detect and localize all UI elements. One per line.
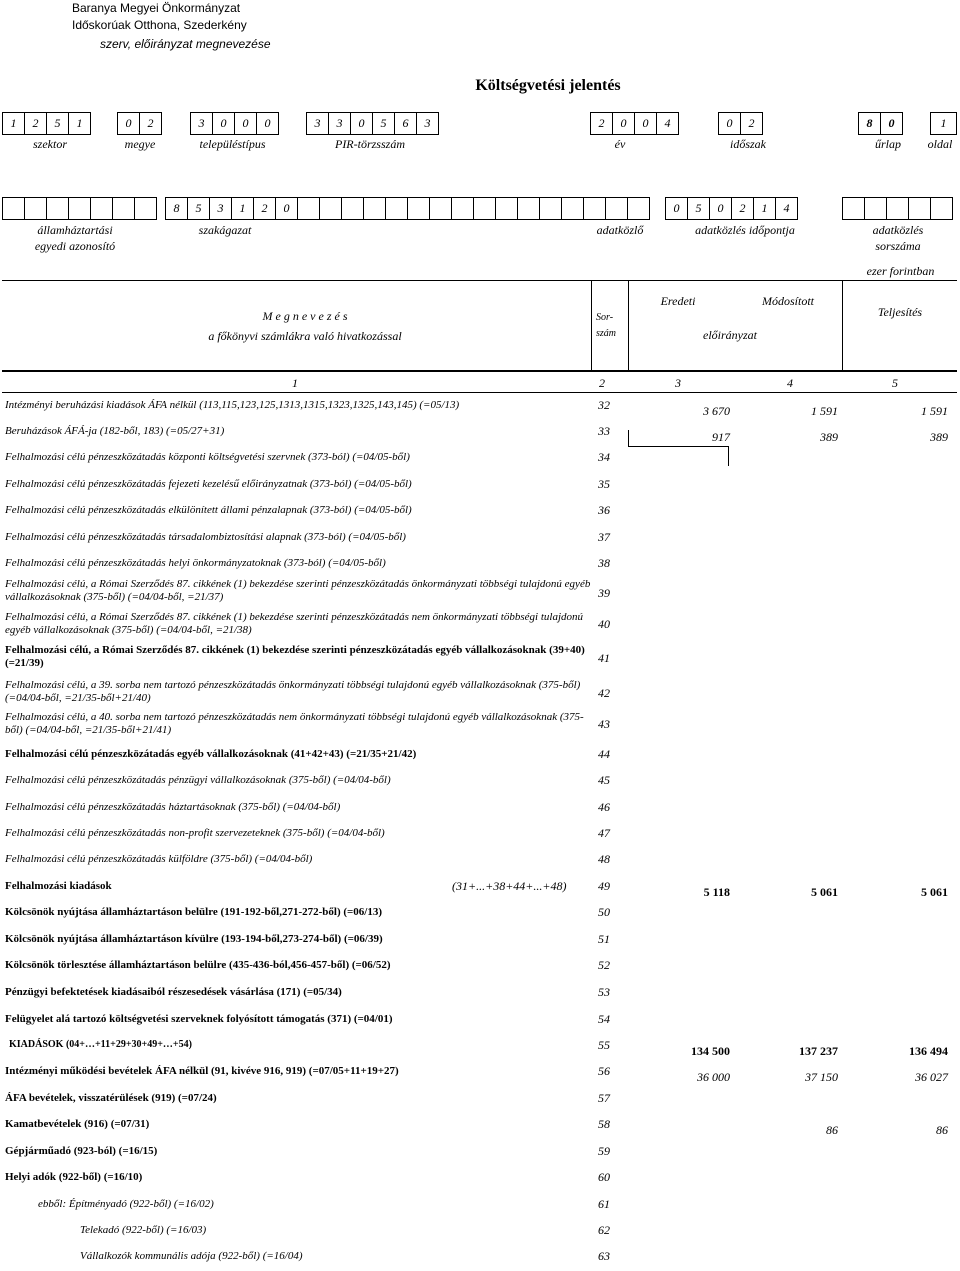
row-54-sor: 54 — [598, 1012, 610, 1026]
modositott-header: Módosított — [761, 294, 814, 308]
row-52-label: Kölcsönök törlesztése államháztartáson belülre (435-436-ból,456-457-ből) (=06/52) — [5, 959, 391, 971]
row-62-sor: 62 — [598, 1223, 610, 1237]
row-36-sor: 36 — [598, 503, 610, 517]
row-60-label: Helyi adók (922-ből) (=16/10) — [5, 1171, 143, 1183]
row-56-teljesites: 36 027 — [915, 1070, 948, 1084]
row-36-label: Felhalmozási célú pénzeszközátadás elkülönített állami pénzalapnak (373-ból) (=04/05-ből) — [5, 504, 412, 516]
row-32-teljesites: 1 591 — [921, 404, 948, 418]
row-57-sor: 57 — [598, 1091, 610, 1105]
megye-label: megye — [124, 137, 156, 151]
row-58-teljesites: 86 — [936, 1123, 948, 1137]
org-name: Baranya Megyei Önkormányzat — [72, 1, 241, 15]
row-33-teljesites: 389 — [930, 430, 948, 444]
row-63-label: Vállalkozók kommunális adója (922-ből) (=16/04) — [80, 1250, 303, 1262]
idoszak-boxes: 0 2 — [718, 112, 763, 135]
row-32-eredeti: 3 670 — [703, 404, 730, 418]
row-42-sor: 42 — [598, 686, 610, 700]
idoszak-label: időszak — [730, 137, 766, 151]
row-32-label: Intézményi beruházási kiadások ÁFA nélkül (113,115,123,125,1313,1315,1323,1325,143,145) (=05/13) — [5, 399, 460, 411]
row-48-label: Felhalmozási célú pénzeszközátadás külföldre (375-ből) (=04/04-ből) — [5, 853, 313, 865]
row-59-sor: 59 — [598, 1144, 610, 1158]
sorszam-boxes — [842, 197, 953, 220]
col-num-4: 4 — [787, 376, 793, 390]
row-56-sor: 56 — [598, 1064, 610, 1078]
row-49-label: Felhalmozási kiadások — [5, 880, 112, 892]
name-header-2: a főkönyvi számlákra való hivatkozással — [208, 329, 402, 343]
row-53-sor: 53 — [598, 985, 610, 999]
row-49-sum-formula: (31+...+38+44+...+48) — [452, 879, 567, 893]
row-37-label: Felhalmozási célú pénzeszközátadás társadalombiztosítási alapnak (373-ból) (=04/05-ből) — [5, 531, 406, 543]
row-54-label: Felügyelet alá tartozó költségvetési szerveknek folyósított támogatás (371) (=04/01) — [5, 1013, 393, 1025]
row-50-sor: 50 — [598, 905, 610, 919]
row-39-label: Felhalmozási célú, a Római Szerződés 87. cikkének (1) bekezdése szerinti pénzeszközátadás önkormányzati többségi tulajdonú egyéb vállalkozásoknak (375-ből) (=04/04-ből, =21/37) — [5, 578, 591, 603]
row-60-sor: 60 — [598, 1170, 610, 1184]
szektor-label: szektor — [33, 137, 67, 151]
oldal-box: 1 — [930, 112, 957, 135]
pir-label: PIR-törzsszám — [334, 137, 405, 151]
row-56-eredeti: 36 000 — [697, 1070, 730, 1084]
sorszam-label-1: adatközlés — [872, 223, 924, 237]
sorszam-header-2: szám — [596, 328, 617, 339]
aht-label-1: államháztartási — [37, 223, 113, 237]
org-caption: szerv, előirányzat megnevezése — [100, 37, 271, 51]
unit-label: ezer forintban — [866, 264, 935, 278]
row-46-label: Felhalmozási célú pénzeszközátadás háztartásoknak (375-ből) (=04/04-ből) — [5, 801, 341, 813]
col-num-5: 5 — [892, 376, 898, 390]
urlap-boxes: 8 0 — [858, 112, 903, 135]
row-34-sor: 34 — [598, 450, 610, 464]
row-56-modositott: 37 150 — [805, 1070, 838, 1084]
name-header-1: M e g n e v e z é s — [262, 309, 348, 323]
aht-label-2: egyedi azonosító — [34, 239, 116, 253]
row-51-label: Kölcsönök nyújtása államháztartáson kívülre (193-194-ből,273-274-ből) (=06/39) — [5, 933, 383, 945]
szakagazat-label: szakágazat — [198, 223, 252, 237]
row-35-sor: 35 — [598, 477, 610, 491]
row-51-sor: 51 — [598, 932, 610, 946]
telepules-label: településtípus — [199, 137, 266, 151]
col-num-1: 1 — [292, 376, 298, 390]
szektor-boxes: 1 2 5 1 — [2, 112, 91, 135]
teljesites-header: Teljesítés — [877, 305, 923, 319]
row-38-sor: 38 — [598, 556, 610, 570]
row-49-eredeti: 5 118 — [703, 885, 730, 899]
row-53-label: Pénzügyi befektetések kiadásaiból részesedések vásárlása (171) (=05/34) — [5, 986, 342, 998]
row-55-label: KIADÁSOK (04+…+11+29+30+49+…+54) — [9, 1039, 192, 1050]
megye-boxes: 0 2 — [117, 112, 162, 135]
row-34-label: Felhalmozási célú pénzeszközátadás központi költségvetési szervnek (373-ból) (=04/05-ből) — [5, 451, 410, 463]
row-62-label: Telekadó (922-ből) (=16/03) — [80, 1224, 207, 1236]
ev-label: év — [614, 137, 626, 151]
row-42-label: Felhalmozási célú, a 39. sorba nem tartozó pénzeszközátadás önkormányzati többségi tulajdonú egyéb vállalkozásoknak (375-ből) (=04/04-ből, =21/35-ből+21/40) — [5, 679, 581, 704]
idopont-label: adatközlés időpontja — [695, 223, 795, 237]
adatkozlo-label: adatközlő — [596, 223, 644, 237]
idopont-boxes: 0 5 0 2 1 4 — [665, 197, 798, 220]
row-55-modositott: 137 237 — [799, 1044, 838, 1058]
row-48-sor: 48 — [598, 852, 610, 866]
row-39-sor: 39 — [598, 586, 610, 600]
row-58-modositott: 86 — [826, 1123, 838, 1137]
row-47-sor: 47 — [598, 826, 610, 840]
row-44-label: Felhalmozási célú pénzeszközátadás egyéb vállalkozásoknak (41+42+43) (=21/35+21/42) — [5, 748, 417, 760]
row-52-sor: 52 — [598, 958, 610, 972]
eloiranyzat-header: előirányzat — [703, 328, 757, 342]
row-58-sor: 58 — [598, 1117, 610, 1131]
row-50-label: Kölcsönök nyújtása államháztartáson belülre (191-192-ből,271-272-ből) (=06/13) — [5, 906, 383, 918]
col-num-2: 2 — [599, 376, 605, 390]
sorszam-label-2: sorszáma — [875, 239, 921, 253]
row-38-label: Felhalmozási célú pénzeszközátadás helyi önkormányzatoknak (373-ból) (=04/05-ből) — [5, 557, 386, 569]
row-55-eredeti: 134 500 — [691, 1044, 730, 1058]
row-45-label: Felhalmozási célú pénzeszközátadás pénzügyi vállalkozásoknak (375-ből) (=04/04-ből) — [5, 774, 391, 786]
row-33-eredeti: 917 — [712, 430, 730, 444]
row-47-label: Felhalmozási célú pénzeszközátadás non-profit szervezeteknek (375-ből) (=04/04-ből) — [5, 827, 385, 839]
row-49-modositott: 5 061 — [811, 885, 838, 899]
pir-boxes: 3 3 0 5 6 3 — [306, 112, 439, 135]
row-57-label: ÁFA bevételek, visszatérülések (919) (=07/24) — [5, 1092, 217, 1104]
row-44-sor: 44 — [598, 747, 610, 761]
row-37-sor: 37 — [598, 530, 610, 544]
row-61-sor: 61 — [598, 1197, 610, 1211]
row-43-label: Felhalmozási célú, a 40. sorba nem tartozó pénzeszközátadás nem önkormányzati többségi tulajdonú egyéb vállalkozásoknak (375-ből) (=04/04-ből, =21/35-ből+21/41) — [5, 711, 584, 736]
row-46-sor: 46 — [598, 800, 610, 814]
ev-boxes: 2 0 0 4 — [590, 112, 679, 135]
row-41-label: Felhalmozási célú, a Római Szerződés 87. cikkének (1) bekezdése szerinti pénzeszközátadás egyéb vállalkozásoknak (39+40) (=21/39) — [5, 644, 585, 669]
aht-azonosito-boxes — [2, 197, 157, 220]
institution-name: Időskorúak Otthona, Szederkény — [72, 18, 247, 32]
row-55-teljesites: 136 494 — [909, 1044, 948, 1058]
row-35-label: Felhalmozási célú pénzeszközátadás fejezeti kezelésű előirányzatnak (373-ból) (=04/05-ből) — [5, 478, 412, 490]
row-58-label: Kamatbevételek (916) (=07/31) — [5, 1118, 150, 1130]
szakagazat-boxes: 8 5 3 1 2 0 — [165, 197, 650, 220]
row-40-sor: 40 — [598, 617, 610, 631]
page-title: Költségvetési jelentés — [475, 77, 621, 94]
row-45-sor: 45 — [598, 773, 610, 787]
sorszam-header-1: Sor- — [596, 312, 614, 323]
row-33-sor: 33 — [598, 424, 610, 438]
row-63-sor: 63 — [598, 1249, 610, 1263]
col-num-3: 3 — [675, 376, 681, 390]
telepules-boxes: 3 0 0 0 — [190, 112, 279, 135]
row-33-modositott: 389 — [820, 430, 838, 444]
row-32-sor: 32 — [598, 398, 610, 412]
row-43-sor: 43 — [598, 717, 610, 731]
row-59-label: Gépjárműadó (923-ból) (=16/15) — [5, 1145, 158, 1157]
row-61-label: ebből: Építményadó (922-ből) (=16/02) — [38, 1198, 214, 1210]
row-49-teljesites: 5 061 — [921, 885, 948, 899]
oldal-label: oldal — [927, 137, 953, 151]
row-33-label: Beruházások ÁFÁ-ja (182-ből, 183) (=05/27+31) — [5, 425, 225, 437]
urlap-label: űrlap — [874, 137, 901, 151]
eredeti-header: Eredeti — [660, 294, 696, 308]
row-41-sor: 41 — [598, 651, 610, 665]
row-40-label: Felhalmozási célú, a Római Szerződés 87. cikkének (1) bekezdése szerinti pénzeszközátadás nem önkormányzati többségi tulajdonú egyéb vállalkozásoknak (375-ből) (=04/04-ből, =21/38) — [5, 611, 584, 636]
row-49-sor: 49 — [598, 879, 610, 893]
row-32-modositott: 1 591 — [811, 404, 838, 418]
row-56-label: Intézményi működési bevételek ÁFA nélkül (91, kivéve 916, 919) (=07/05+11+19+27) — [5, 1065, 399, 1077]
row-55-sor: 55 — [598, 1038, 610, 1052]
